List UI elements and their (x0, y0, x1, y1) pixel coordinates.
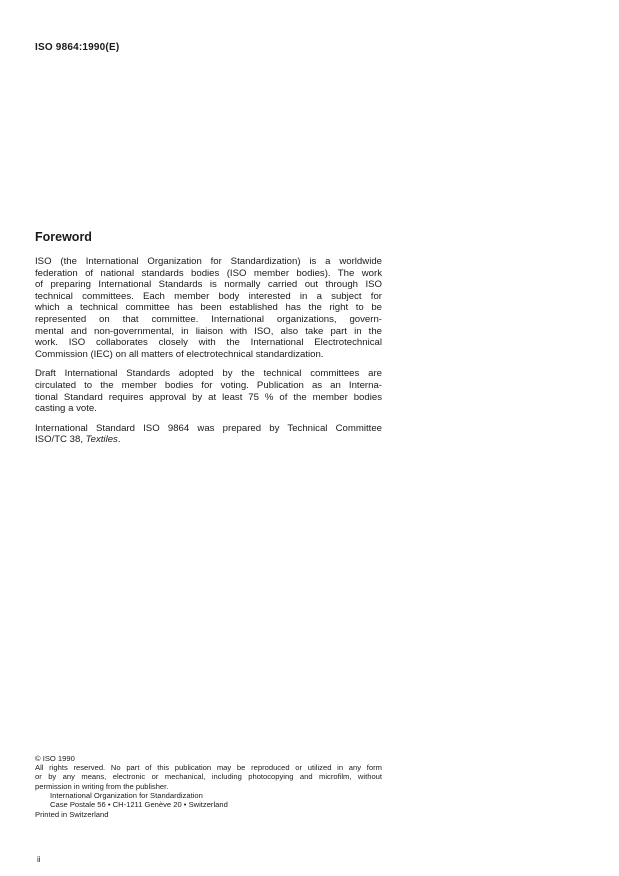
committee-ref: ISO/TC 38, (35, 434, 86, 446)
text-line (35, 434, 382, 446)
text-line: represented on that committee. International organizations, govern- (35, 313, 382, 325)
text-line: work. ISO collaborates closely with the International Electrotechnical (35, 337, 382, 349)
text-line: casting a vote. (35, 403, 97, 415)
rights-line: permission in writing from the publisher. (35, 781, 169, 791)
text-line: circulated to the member bodies for voting. Publication as an Interna- (35, 379, 382, 391)
text-line: Commission (IEC) on all matters of electrotechnical standardization. (35, 348, 324, 360)
rights-line: All rights reserved. No part of this publication may be reproduced or utilized in any form (35, 763, 382, 773)
text-line: Draft International Standards adopted by the technical committees are (35, 368, 382, 380)
text-line: of preparing International Standards is normally carried out through ISO (35, 279, 382, 291)
document-id: ISO 9864:1990(E) (35, 42, 120, 53)
copyright-notice: © ISO 1990 (35, 754, 75, 763)
page-number: ii (37, 855, 41, 864)
organization-address: Case Postale 56 • CH-1211 Genève 20 • Switzerland (50, 800, 228, 810)
foreword-title: Foreword (35, 230, 92, 244)
foreword-paragraph-3 (35, 423, 382, 446)
text-line: federation of national standards bodies (ISO member bodies). The work (35, 267, 382, 279)
organization-name: International Organization for Standardization (50, 790, 203, 800)
text-line: ISO (the International Organization for Standardization) is a worldwide (35, 256, 382, 267)
foreword-paragraph-2 (35, 368, 382, 414)
text-line: International Standard ISO 9864 was prepared by Technical Committee (35, 422, 382, 434)
period: . (117, 434, 121, 446)
copyright-block (35, 754, 382, 819)
text-line: technical committees. Each member body interested in a subject for (35, 290, 382, 302)
rights-line: or by any means, electronic or mechanical, including photocopying and microfilm, without (35, 772, 382, 782)
committee-name: Textiles (85, 434, 118, 446)
text-line: which a technical committee has been established has the right to be (35, 302, 382, 314)
foreword-body (35, 256, 382, 454)
text-line: tional Standard requires approval by at least 75 % of the member bodies (35, 391, 382, 403)
printed-in: Printed in Switzerland (35, 810, 109, 820)
foreword-paragraph-1 (35, 256, 382, 360)
text-line: mental and non-governmental, in liaison with ISO, also take part in the (35, 325, 382, 337)
